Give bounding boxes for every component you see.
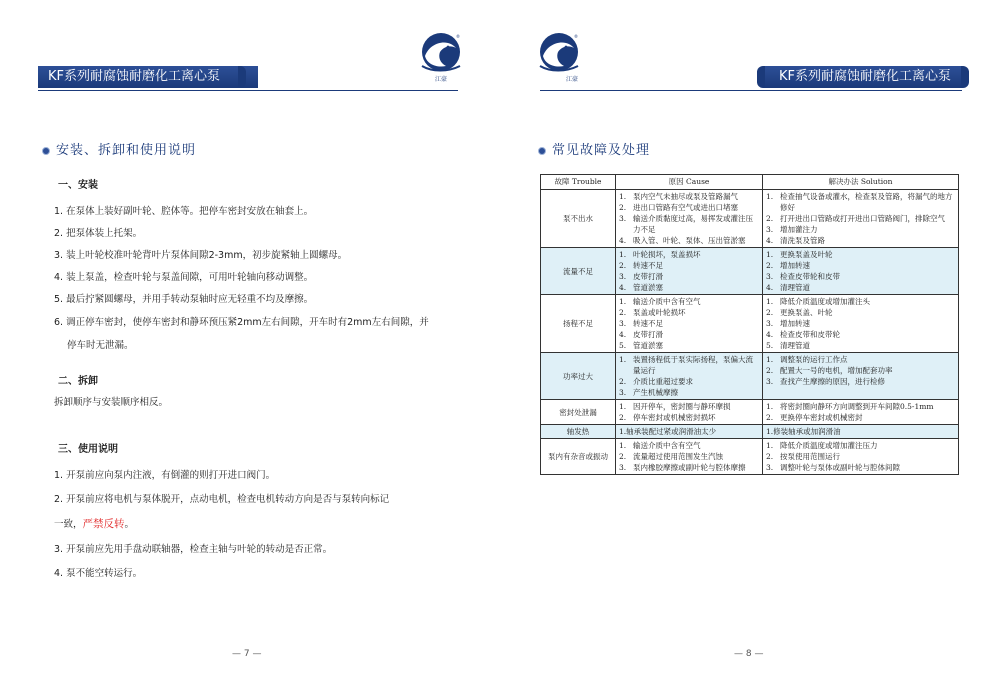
item-text: 输送介质中含有空气 [633, 441, 701, 450]
install-heading: 一、安装 [58, 180, 98, 191]
header-trouble: 故障 Trouble [541, 175, 616, 190]
install-step-5: 5. 最后拧紧圆螺母，并用手转动泵轴时应无轻重不均及摩擦。 [54, 294, 314, 305]
usage-step-2-cont [54, 516, 134, 531]
item-text: 转速不足 [633, 319, 663, 328]
item-number: 4. [766, 283, 774, 292]
item-text: 管道淤塞 [633, 341, 663, 350]
item-number: 2. [766, 366, 774, 375]
install-section-title [42, 139, 196, 158]
logo-text: 江豪 [566, 76, 579, 83]
item-text: 清洗泵及管路 [780, 236, 825, 245]
fault-name-cell: 泵不出水 [541, 190, 616, 248]
item-number: 4. [766, 330, 774, 339]
usage-step-2-end: 。 [124, 519, 135, 530]
item-text: 按泵使用范围运行 [780, 452, 840, 461]
item-text: 调整泵的运行工作点 [780, 355, 848, 364]
fault-table [540, 174, 959, 475]
item-number: 1. [619, 297, 627, 306]
item-number: 3. [766, 225, 774, 234]
item-number: 1. [619, 441, 627, 450]
list-item [766, 224, 955, 235]
list-item [766, 282, 955, 293]
item-number: 3. [766, 377, 774, 386]
list-item [619, 401, 759, 412]
disassembly-heading: 二、拆卸 [58, 376, 98, 387]
list-item [766, 235, 955, 246]
install-step-4: 4. 装上泵盖，检查叶轮与泵盖间隙，可用叶轮轴向移动调整。 [54, 272, 314, 283]
header-divider [540, 90, 962, 91]
list-item [766, 307, 955, 318]
install-step-6-cont: 停车时无泄漏。 [67, 340, 134, 351]
series-title-bar: KF系列耐腐蚀耐磨化工离心泵 [38, 66, 258, 88]
table-row [541, 353, 959, 400]
item-text: 进出口管路有空气或进出口堵塞 [633, 203, 738, 212]
list-item [619, 387, 759, 398]
item-text: 装置扬程低于泵实际扬程，泵偏大流量运行 [633, 355, 753, 375]
item-number: 4. [619, 236, 627, 245]
item-text: 因开停车，密封圈与静环摩损 [633, 402, 731, 411]
list-item [766, 462, 955, 473]
item-number: 2. [766, 452, 774, 461]
item-text: 泵内橡胶摩擦或副叶轮与腔体摩擦 [633, 463, 746, 472]
item-text: 将密封圈向静环方向调整到开车间隙0.5-1mm [780, 402, 934, 411]
solution-cell [763, 400, 959, 425]
list-item [766, 271, 955, 282]
item-number: 2. [619, 413, 627, 422]
item-text: 增加灌注力 [780, 225, 818, 234]
item-number: 2. [619, 308, 627, 317]
item-text: 输送介质中含有空气 [633, 297, 701, 306]
item-number: 1. [766, 355, 774, 364]
item-text: 皮带打滑 [633, 330, 663, 339]
list-item [766, 365, 955, 376]
cause-cell [616, 248, 763, 295]
fault-name-cell: 轴发热 [541, 425, 616, 439]
page-number-left: — 7 — [232, 649, 262, 659]
table-row [541, 248, 959, 295]
item-text: 输送介质黏度过高，易挥发或灌注压力不足 [633, 214, 753, 234]
header-cause: 原因 Cause [616, 175, 763, 190]
item-text: 更换泵盖、叶轮 [780, 308, 833, 317]
list-item [619, 426, 759, 437]
list-item [619, 329, 759, 340]
solution-cell [763, 248, 959, 295]
item-text: 转速不足 [633, 261, 663, 270]
item-text: 检查皮带轮和皮带 [780, 272, 840, 281]
list-item [619, 440, 759, 451]
list-item [619, 235, 759, 246]
item-number: 1. [619, 402, 627, 411]
list-item [766, 318, 955, 329]
solution-cell [763, 295, 959, 353]
item-number: 5. [619, 341, 627, 350]
usage-step-3: 3. 开泵前应先用手盘动联轴器，检查主轴与叶轮的转动是否正常。 [54, 544, 333, 555]
item-number: 3. [619, 388, 627, 397]
list-item [619, 249, 759, 260]
item-number: 2. [766, 308, 774, 317]
solution-cell [763, 190, 959, 248]
item-number: 4. [619, 283, 627, 292]
item-text: 增加转速 [780, 319, 810, 328]
list-item [766, 354, 955, 365]
list-item [766, 260, 955, 271]
list-item [619, 412, 759, 423]
usage-heading: 三、使用说明 [58, 444, 118, 455]
list-item [766, 191, 955, 213]
item-text: 更换停车密封或机械密封 [780, 413, 863, 422]
usage-step-1: 1. 开泵前应向泵内注液，有倒灌的则打开进口阀门。 [54, 470, 276, 481]
right-page [500, 0, 1000, 683]
table-row [541, 400, 959, 425]
list-item [619, 318, 759, 329]
list-item [619, 260, 759, 271]
table-row [541, 190, 959, 248]
list-item [619, 191, 759, 202]
item-text: 1.轴承装配过紧或润滑油太少 [619, 427, 717, 436]
cause-cell [616, 439, 763, 475]
install-step-6: 6. 调正停车密封，使停车密封和静环预压紧2mm左右间隙，开车时有2mm左右间隙，并 [54, 317, 429, 328]
item-number: 1. [619, 250, 627, 259]
list-item [766, 340, 955, 351]
item-number: 5. [766, 341, 774, 350]
item-text: 皮带打滑 [633, 272, 663, 281]
item-text: 流量超过使用范围发生汽蚀 [633, 452, 723, 461]
item-text: 调整叶轮与泵体或副叶轮与腔体间隙 [780, 463, 900, 472]
item-number: 1. [766, 441, 774, 450]
list-item [619, 271, 759, 282]
table-row [541, 425, 959, 439]
item-number: 1. [766, 402, 774, 411]
svg-text:®: ® [574, 34, 578, 39]
install-step-2: 2. 把泵体装上托架。 [54, 228, 143, 239]
fault-name-cell: 流量不足 [541, 248, 616, 295]
list-item [619, 451, 759, 462]
item-number: 2. [766, 413, 774, 422]
install-step-1: 1. 在泵体上装好副叶轮、腔体等。把停车密封安放在轴套上。 [54, 206, 314, 217]
list-item [619, 213, 759, 235]
usage-step-2-cont-text: 一致， [54, 519, 83, 530]
bullet-icon [42, 147, 50, 155]
item-number: 3. [766, 463, 774, 472]
item-number: 3. [619, 214, 627, 223]
list-item [766, 451, 955, 462]
item-text: 配置大一号的电机，增加配套功率 [780, 366, 893, 375]
table-row [541, 295, 959, 353]
item-text: 清理管道 [780, 283, 810, 292]
no-reverse-warning: 严禁反转 [82, 518, 125, 530]
item-number: 4. [766, 236, 774, 245]
item-text: 吸入管、叶轮、泵体、压出管淤塞 [633, 236, 746, 245]
cause-cell [616, 190, 763, 248]
item-number: 2. [619, 261, 627, 270]
fault-name-cell: 扬程不足 [541, 295, 616, 353]
list-item [766, 249, 955, 260]
usage-step-4: 4. 泵不能空转运行。 [54, 568, 143, 579]
list-item [619, 202, 759, 213]
item-text: 1.修装轴承或加润滑油 [766, 427, 841, 436]
item-text: 停车密封或机械密封损坏 [633, 413, 716, 422]
item-text: 泵内空气未抽尽或泵及管路漏气 [633, 192, 738, 201]
fault-name-cell: 功率过大 [541, 353, 616, 400]
cause-cell [616, 295, 763, 353]
list-item [619, 282, 759, 293]
usage-step-2: 2. 开泵前应将电机与泵体脱开，点动电机，检查电机转动方向是否与泵转向标记 [54, 494, 390, 505]
cause-cell [616, 353, 763, 400]
item-text: 管道淤塞 [633, 283, 663, 292]
item-text: 产生机械摩擦 [633, 388, 678, 397]
item-number: 2. [766, 261, 774, 270]
title-bar-cap [238, 66, 246, 88]
item-number: 3. [619, 463, 627, 472]
item-number: 1. [766, 192, 774, 201]
item-number: 2. [619, 377, 627, 386]
item-text: 查找产生摩擦的原因，进行检修 [780, 377, 885, 386]
cause-cell [616, 400, 763, 425]
item-text: 增加转速 [780, 261, 810, 270]
fault-section-title-text: 常见故障及处理 [552, 143, 651, 158]
item-text: 介质比重超过要求 [633, 377, 693, 386]
item-number: 2. [619, 203, 627, 212]
list-item [766, 440, 955, 451]
title-bar-cap [961, 66, 969, 88]
cause-cell [616, 425, 763, 439]
list-item [766, 329, 955, 340]
item-text: 清理管道 [780, 341, 810, 350]
list-item [766, 376, 955, 387]
item-number: 3. [766, 319, 774, 328]
list-item [766, 213, 955, 224]
header-divider [38, 90, 458, 91]
solution-cell [763, 439, 959, 475]
list-item [766, 426, 955, 437]
item-number: 3. [619, 272, 627, 281]
list-item [619, 462, 759, 473]
item-number: 1. [619, 355, 627, 364]
disassembly-text: 拆卸顺序与安装顺序相反。 [54, 397, 169, 408]
item-text: 降低介质温度或增加灌注压力 [780, 441, 878, 450]
item-text: 打开进出口管路或打开进出口管路阀门，排除空气 [780, 214, 945, 223]
list-item [619, 307, 759, 318]
fault-name-cell: 泵内有杂音或振动 [541, 439, 616, 475]
table-row [541, 439, 959, 475]
list-item [766, 412, 955, 423]
item-text: 降低介质温度或增加灌注头 [780, 297, 870, 306]
solution-cell [763, 353, 959, 400]
item-number: 1. [766, 250, 774, 259]
list-item [619, 376, 759, 387]
fault-section-title [538, 139, 650, 158]
solution-cell [763, 425, 959, 439]
item-number: 1. [766, 297, 774, 306]
item-text: 叶轮损坏，泵盖损坏 [633, 250, 701, 259]
install-section-title-text: 安装、拆卸和使用说明 [56, 143, 197, 158]
bullet-icon [538, 147, 546, 155]
list-item [619, 296, 759, 307]
list-item [619, 340, 759, 351]
title-bar-cap [757, 66, 765, 88]
item-number: 2. [766, 214, 774, 223]
list-item [619, 354, 759, 376]
item-text: 泵盖或叶轮损坏 [633, 308, 686, 317]
logo-text: 江豪 [435, 76, 448, 83]
item-number: 3. [766, 272, 774, 281]
header-solution: 解决办法 Solution [763, 175, 959, 190]
item-text: 检查皮带和皮带轮 [780, 330, 840, 339]
item-number: 3. [619, 319, 627, 328]
item-number: 1. [619, 192, 627, 201]
page-number-right: — 8 — [734, 649, 764, 659]
fault-name-cell: 密封处泄漏 [541, 400, 616, 425]
svg-text:®: ® [456, 34, 460, 39]
item-number: 2. [619, 452, 627, 461]
item-text: 更换泵盖及叶轮 [780, 250, 833, 259]
item-text: 检查抽气设备或灌水，检查泵及管路，将漏气的地方修好 [780, 192, 953, 212]
list-item [766, 401, 955, 412]
install-step-3: 3. 装上叶轮校准叶轮背叶片泵体间隙2-3mm，初步旋紧轴上圆螺母。 [54, 250, 348, 261]
series-title-bar: KF系列耐腐蚀耐磨化工离心泵 [765, 66, 961, 88]
list-item [766, 296, 955, 307]
item-number: 4. [619, 330, 627, 339]
